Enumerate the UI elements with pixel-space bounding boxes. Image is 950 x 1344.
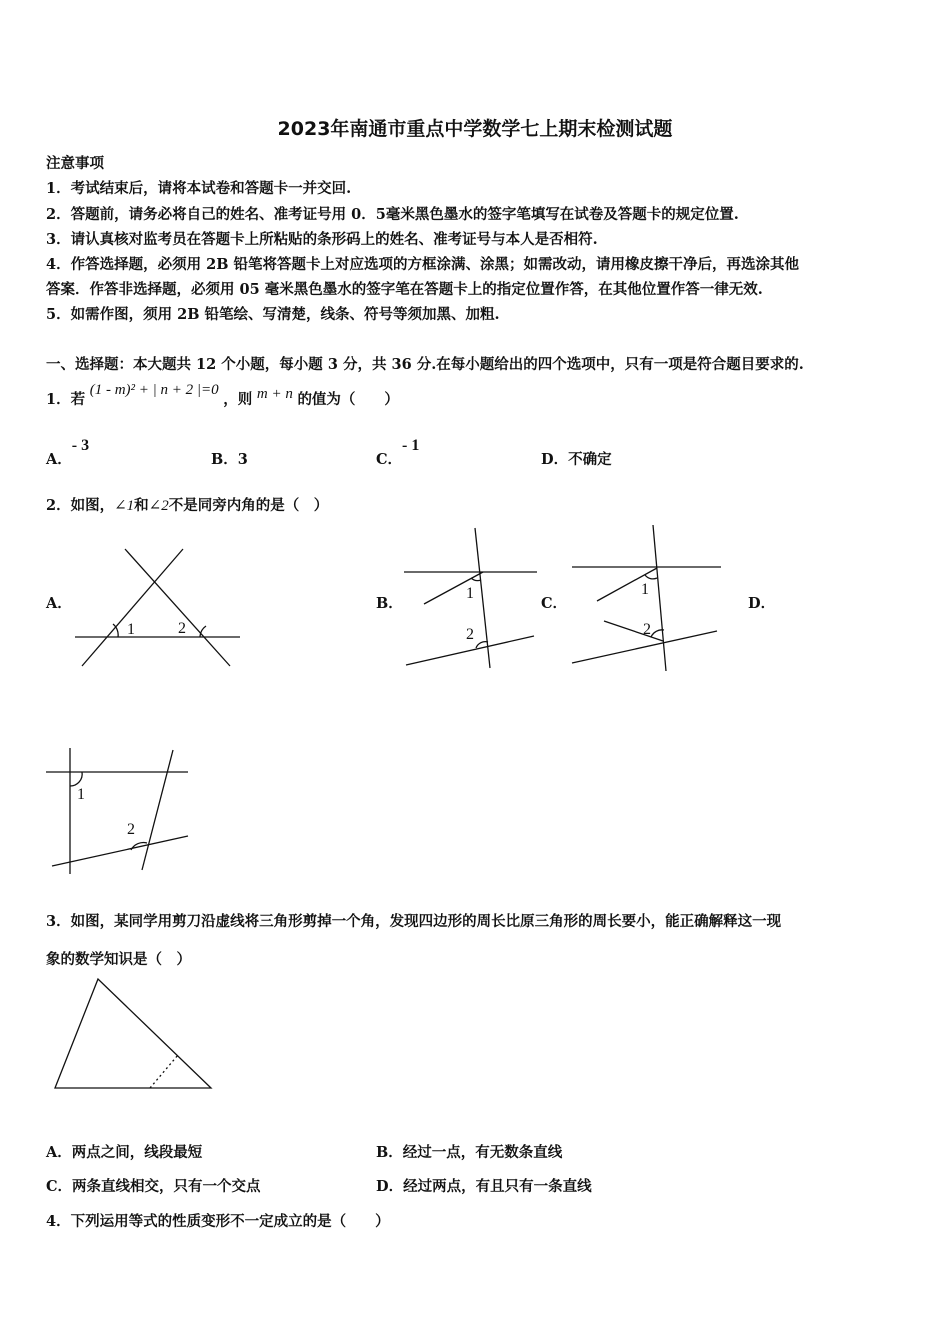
angle-label-1: 1	[466, 585, 474, 602]
notice-item: 答案．作答非选择题，必须用 05 毫米黑色墨水的签字笔在答题卡上的指定位置作答，在其他位置作答一律无效.	[46, 281, 763, 298]
angle-1-symbol: ∠1	[114, 498, 135, 514]
angle-2-symbol: ∠2	[148, 498, 169, 514]
q1-expression: m + n	[256, 386, 293, 402]
q3-option-d: D．经过两点，有且只有一条直线	[376, 1178, 592, 1195]
q1-prefix: 1．若	[46, 391, 86, 408]
q1-option-a: A．- 3	[46, 437, 90, 468]
notice-item: 2．答题前，请务必将自己的姓名、准考证号用 0．5毫米黑色墨水的签字笔填写在试卷及答题卡的规定位置.	[46, 206, 739, 223]
q1-option-b: B．3	[211, 451, 248, 468]
q2-option-b-label: B．	[376, 595, 403, 612]
angle-label-2: 2	[178, 620, 186, 637]
q2-option-c-label: C．	[541, 595, 568, 612]
question-4: 4．下列运用等式的性质变形不一定成立的是（ ）	[46, 1213, 390, 1230]
angle-label-2: 2	[127, 821, 135, 838]
angle-label-1: 1	[641, 581, 649, 598]
q1-option-c: C．- 1	[376, 437, 420, 468]
q1-suffix: 的值为（ ）	[297, 391, 399, 408]
notice-item: 1．考试结束后，请将本试卷和答题卡一并交回.	[46, 180, 352, 197]
notice-item: 4．作答选择题，必须用 2B 铅笔将答题卡上对应选项的方框涂满、涂黑；如需改动，请用橡皮擦干净后，再选涂其他	[46, 256, 800, 273]
notice-item: 3．请认真核对监考员在答题卡上所粘贴的条形码上的姓名、准考证号与本人是否相符.	[46, 231, 598, 248]
angle-label-1: 1	[127, 621, 135, 638]
question-3-line2: 象的数学知识是（ ）	[46, 951, 191, 968]
question-2: 2．如图，∠1和∠2不是同旁内角的是（ ）	[46, 497, 329, 514]
q3-option-a: A．两点之间，线段最短	[46, 1144, 203, 1161]
angle-label-2: 2	[466, 626, 474, 643]
q3-option-c: C．两条直线相交，只有一个交点	[46, 1178, 261, 1195]
q2-option-a-label: A．	[46, 595, 72, 612]
section-heading: 一、选择题：本大题共 12 个小题，每小题 3 分，共 36 分.在每小题给出的四个选项中，只有一项是符合题目要求的.	[46, 356, 804, 373]
q3-option-b: B．经过一点，有无数条直线	[376, 1144, 563, 1161]
page-title: 2023年南通市重点中学数学七上期末检测试题	[277, 118, 673, 140]
angle-label-1: 1	[77, 786, 85, 803]
notice-item: 5．如需作图，须用 2B 铅笔绘、写清楚，线条、符号等须加黑、加粗.	[46, 306, 500, 323]
q1-option-d: D．不确定	[541, 451, 612, 468]
question-3-line1: 3．如图，某同学用剪刀沿虚线将三角形剪掉一个角，发现四边形的周长比原三角形的周长要小，能正确解释这一现	[46, 913, 782, 930]
notice-heading: 注意事项	[46, 155, 104, 172]
q1-formula: (1 - m)² + | n + 2 |=0	[89, 382, 219, 398]
q2-option-d-label: D．	[748, 595, 776, 612]
q1-mid: ，则	[223, 391, 253, 408]
angle-label-2: 2	[643, 621, 651, 638]
